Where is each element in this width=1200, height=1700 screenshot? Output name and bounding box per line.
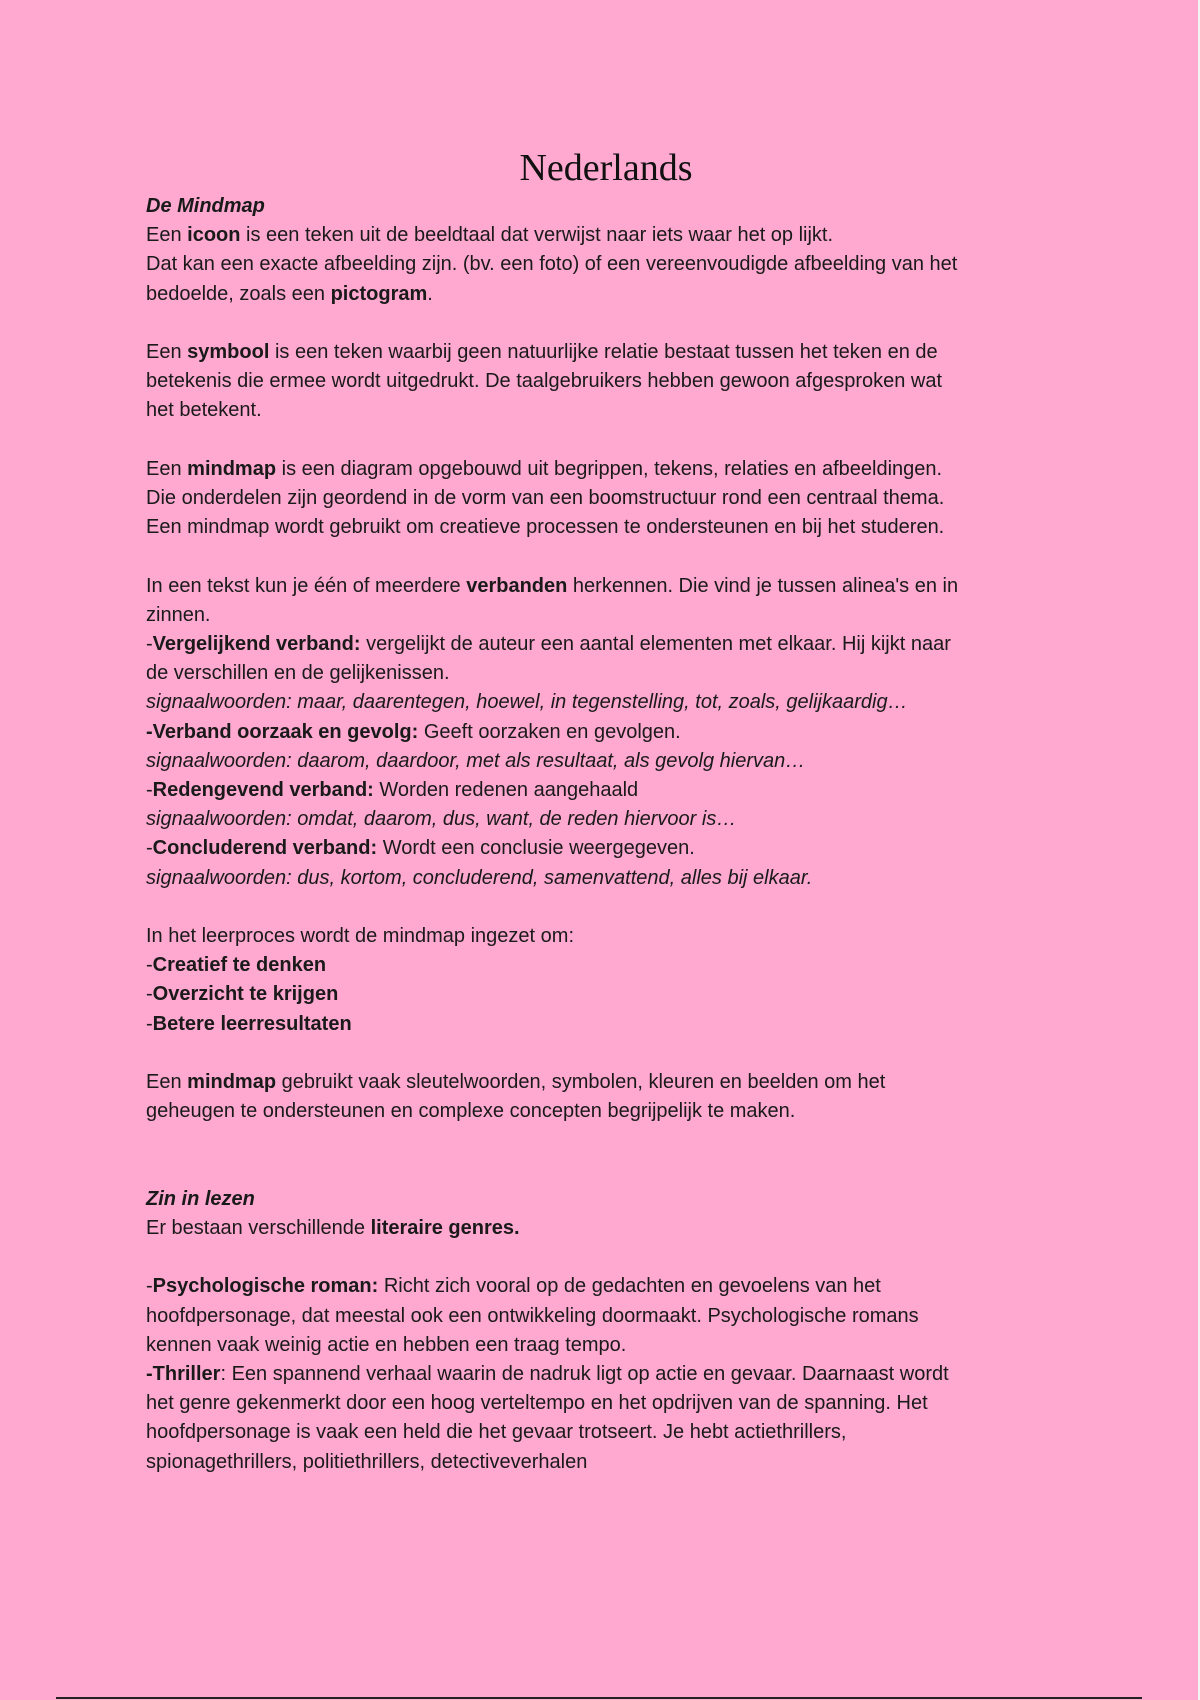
genre-label: -Thriller (146, 1363, 221, 1385)
verband-redengevend: -Redengevend verband: Worden redenen aangehaald (146, 779, 639, 802)
genre-psychologische-roman-line-2: hoofdpersonage, dat meestal ook een ontwikkeling doormaakt. Psychologische romans (146, 1304, 919, 1327)
spacer (146, 1039, 1066, 1068)
paragraph-verbanden-line-1: In een tekst kun je één of meerdere verbanden herkennen. Die vind je tussen alinea's en in (146, 574, 959, 597)
genre-thriller-line-4: spionagethrillers, politiethrillers, detectiveverhalen (146, 1450, 588, 1473)
verband-concluderend: -Concluderend verband: Wordt een conclusie weergegeven. (146, 837, 695, 860)
section-heading-mindmap: De Mindmap (146, 195, 265, 217)
spacer (146, 893, 1066, 922)
verband-label: Concluderend verband: (152, 837, 378, 860)
verband-label: -Verband oorzaak en gevolg: (146, 720, 419, 743)
verband-vergelijkend-line-2: de verschillen en de gelijkenissen. (146, 662, 450, 685)
verband-oorzaak-gevolg: -Verband oorzaak en gevolg: Geeft oorzaken en gevolgen. (146, 720, 681, 743)
genre-psychologische-roman: -Psychologische roman: Richt zich vooral op de gedachten en gevoelens van het (146, 1275, 881, 1298)
genre-thriller-line-2: het genre gekenmerkt door een hoog verteltempo en het opdrijven van de spanning. Het (146, 1392, 928, 1415)
paragraph-gebruik-line-1: Een mindmap gebruikt vaak sleutelwoorden, symbolen, kleuren en beelden om het (146, 1071, 886, 1094)
paragraph-icoon-line-3: bedoelde, zoals een pictogram. (146, 282, 433, 305)
genre-thriller: -Thriller: Een spannend verhaal waarin de nadruk ligt op actie en gevaar. Daarnaast wordt (146, 1363, 949, 1385)
paragraph-icoon-line-1: Een icoon is een teken uit de beeldtaal dat verwijst naar iets waar het op lijkt. (146, 224, 834, 247)
verband-vergelijkend: -Vergelijkend verband: vergelijkt de auteur een aantal elementen met elkaar. Hij kijkt naar (146, 633, 951, 655)
list-item: -Betere leerresultaten (146, 1012, 352, 1035)
page-title: Nederlands (519, 147, 693, 189)
section-heading-lezen: Zin in lezen (146, 1187, 255, 1210)
spacer (146, 1243, 1066, 1272)
paragraph-symbool-line-1: Een symbool is een teken waarbij geen natuurlijke relatie bestaat tussen het teken en de (146, 341, 938, 363)
term-literaire-genres: literaire genres. (370, 1217, 520, 1239)
document-body (146, 142, 1066, 1477)
lezen-intro: Er bestaan verschillende literaire genres. (146, 1217, 520, 1239)
spacer (146, 309, 1066, 338)
paragraph-symbool-line-3: het betekent. (146, 399, 262, 422)
paragraph-verbanden-line-2: zinnen. (146, 603, 211, 626)
spacer (146, 426, 1066, 455)
verband-label: Vergelijkend verband: (152, 633, 361, 655)
list-item: -Overzicht te krijgen (146, 983, 339, 1006)
paragraph-icoon-line-2: Dat kan een exacte afbeelding zijn. (bv. een foto) of een vereenvoudigde afbeelding van het (146, 253, 958, 276)
page-bottom-rule (56, 1697, 1142, 1699)
paragraph-mindmap-line-2: Die onderdelen zijn geordend in de vorm van een boomstructuur rond een centraal thema. (146, 487, 945, 509)
genre-label: Psychologische roman: (152, 1275, 379, 1298)
paragraph-mindmap-line-3: Een mindmap wordt gebruikt om creatieve processen te ondersteunen en bij het studeren. (146, 516, 945, 539)
term-mindmap: mindmap (187, 1071, 277, 1094)
paragraph-gebruik-line-2: geheugen te ondersteunen en complexe concepten begrijpelijk te maken. (146, 1100, 796, 1123)
genre-thriller-line-3: hoofdpersonage is vaak een held die het gevaar trotseert. Je hebt actiethrillers, (146, 1421, 847, 1444)
genre-psychologische-roman-line-3: kennen vaak weinig actie en hebben een traag tempo. (146, 1333, 627, 1356)
leerproces-intro: In het leerproces wordt de mindmap ingezet om: (146, 925, 574, 948)
verband-label: Redengevend verband: (152, 779, 374, 802)
signal-words-vergelijkend: signaalwoorden: maar, daarentegen, hoewel, in tegenstelling, tot, zoals, gelijkaardig… (146, 691, 908, 714)
term-mindmap: mindmap (187, 457, 277, 480)
signal-words-oorzaak-gevolg: signaalwoorden: daarom, daardoor, met als resultaat, als gevolg hiervan… (146, 749, 806, 772)
spacer (146, 1126, 1066, 1155)
paragraph-symbool-line-2: betekenis die ermee wordt uitgedrukt. De taalgebruikers hebben gewoon afgesproken wat (146, 370, 943, 393)
list-item: -Creatief te denken (146, 954, 327, 977)
term-pictogram: pictogram (330, 282, 428, 305)
term-verbanden: verbanden (466, 574, 568, 597)
spacer (146, 542, 1066, 571)
spacer (146, 1156, 1066, 1185)
paragraph-mindmap-line-1: Een mindmap is een diagram opgebouwd uit begrippen, tekens, relaties en afbeeldingen. (146, 457, 943, 480)
signal-words-concluderend: signaalwoorden: dus, kortom, concluderend, samenvattend, alles bij elkaar. (146, 866, 813, 889)
term-icoon: icoon (187, 224, 241, 247)
signal-words-redengevend: signaalwoorden: omdat, daarom, dus, want, de reden hiervoor is… (146, 808, 737, 831)
term-symbool: symbool (187, 341, 270, 363)
